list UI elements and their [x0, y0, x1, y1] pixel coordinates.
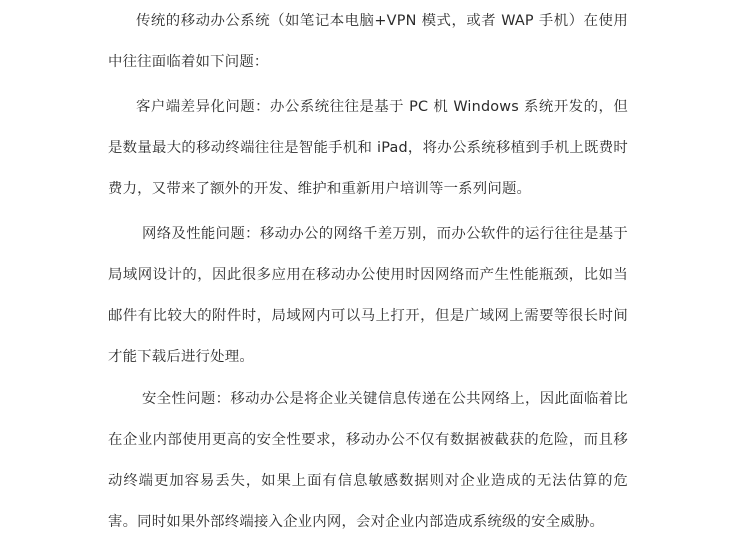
paragraph-intro: 传统的移动办公系统（如笔记本电脑+VPN 模式，或者 WAP 手机）在使用中往往面临着如下问题：: [108, 13, 628, 70]
paragraph-security: 安全性问题：移动办公是将企业关键信息传递在公共网络上，因此面临着比在企业内部使用更高的安全性要求，移动办公不仅有数据被截获的危险，而且移动终端更加容易丢失，如果上面有信息敏感数据则对企业造成的无法估算的危害。同时如果外部终端接入企业内网，会对企业内部造成系统级的安全威胁。: [108, 391, 628, 530]
paragraph-network-performance: 网络及性能问题：移动办公的网络千差万别，而办公软件的运行往往是基于局域网设计的，因此很多应用在移动办公使用时因网络而产生性能瓶颈，比如当邮件有比较大的附件时，局域网内可以马上打开，但是广域网上需要等很长时间才能下载后进行处理。: [108, 226, 628, 365]
paragraph-client-differences: 客户端差异化问题：办公系统往往是基于 PC 机 Windows 系统开发的，但是数量最大的移动终端往往是智能手机和 iPad，将办公系统移植到手机上既费时费力，又带来了额外的开发、维护和重新用户培训等一系列问题。: [108, 99, 628, 197]
